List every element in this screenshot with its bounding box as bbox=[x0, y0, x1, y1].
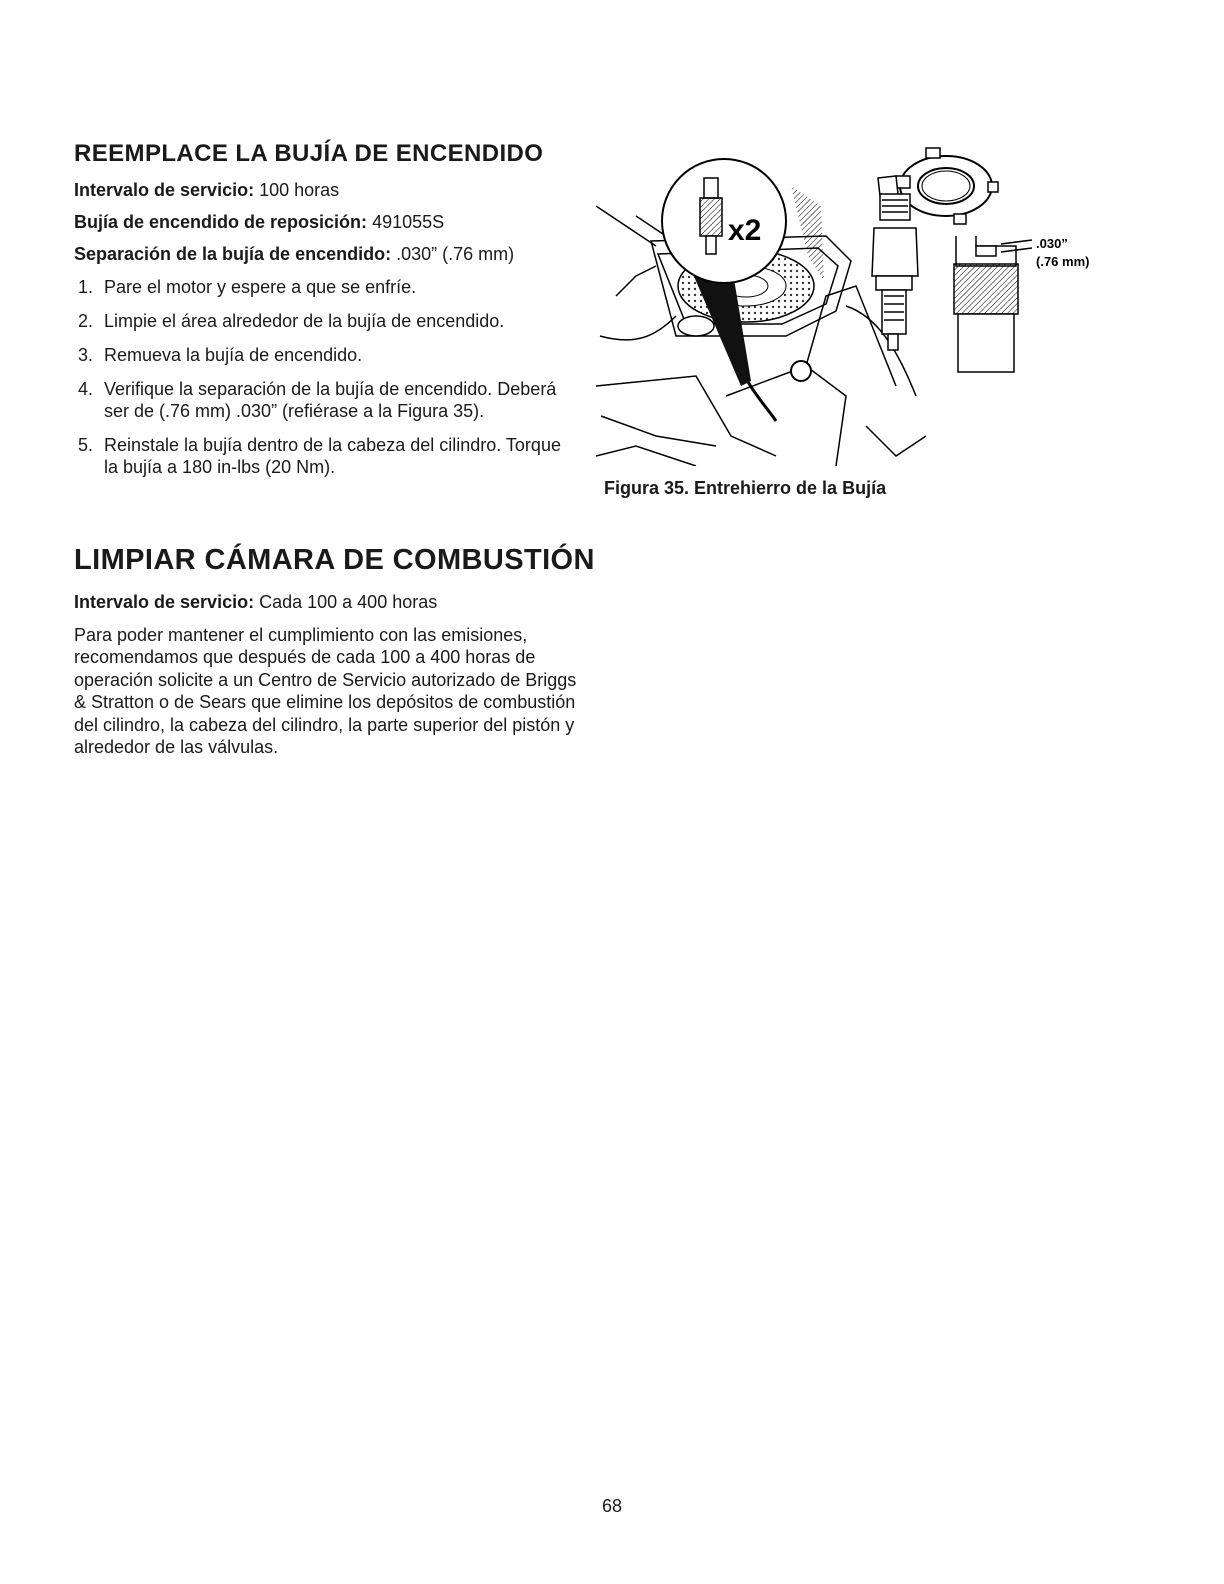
spark-plug-figure bbox=[596, 136, 1116, 466]
figure-caption: Figura 35. Entrehierro de la Bujía bbox=[604, 478, 887, 498]
combustion-paragraph: Para poder mantener el cumplimiento con las emisiones, recomendamos que después de cada 100 a 400 horas de operación solicite a un Centro de Servicio autorizado de Briggs & Stratton o de Sears que elimine los depósitos de combustión del cilindro, la cabeza del cilindro, la parte superior del pistón y alrededor de las válvulas. bbox=[74, 625, 577, 758]
plug-gap-line bbox=[74, 244, 514, 265]
combustion-interval-line bbox=[74, 592, 437, 613]
replacement-plug-label: Bujía de encendido de reposición: bbox=[74, 212, 368, 232]
section-title-combustion: LIMPIAR CÁMARA DE COMBUSTIÓN bbox=[74, 544, 595, 576]
section-title-spark-plug: REEMPLACE LA BUJÍA DE ENCENDIDO bbox=[74, 140, 544, 167]
step-text: Limpie el área alrededor de la bujía de encendido. bbox=[104, 311, 505, 331]
magnifier-callout bbox=[662, 159, 786, 283]
page-number: 68 bbox=[601, 1496, 623, 1516]
gap-label-inches: .030” bbox=[1036, 236, 1068, 251]
step-number: 5. bbox=[78, 435, 94, 455]
procedure-steps bbox=[74, 276, 574, 490]
step-number: 1. bbox=[78, 277, 94, 297]
spark-plug-illustration bbox=[596, 136, 1116, 466]
service-interval-line bbox=[74, 180, 339, 201]
step-item bbox=[74, 434, 574, 478]
step-number: 4. bbox=[78, 379, 94, 399]
step-number: 3. bbox=[78, 345, 94, 365]
step-text: Verifique la separación de la bujía de encendido. Deberá ser de (.76 mm) .030” (refiérase a la Figura 35). bbox=[104, 379, 557, 421]
quantity-badge: x2 bbox=[728, 214, 762, 247]
step-number: 2. bbox=[78, 311, 94, 331]
plug-boot bbox=[791, 361, 811, 381]
service-interval-value: 100 horas bbox=[259, 180, 340, 200]
replacement-plug-line bbox=[74, 212, 444, 233]
step-text: Pare el motor y espere a que se enfríe. bbox=[104, 277, 417, 297]
step-item bbox=[74, 276, 574, 298]
plug-gap-label: Separación de la bujía de encendido: bbox=[74, 244, 392, 264]
step-item bbox=[74, 344, 574, 366]
replacement-plug-value: 491055S bbox=[372, 212, 445, 232]
gap-detail-diagram bbox=[954, 236, 1032, 372]
step-text: Remueva la bujía de encendido. bbox=[104, 345, 363, 365]
combustion-interval-label: Intervalo de servicio: bbox=[74, 592, 255, 612]
step-text: Reinstale la bujía dentro de la cabeza del cilindro. Torque la bujía a 180 in-lbs (20 Nm). bbox=[104, 435, 561, 477]
service-interval-label: Intervalo de servicio: bbox=[74, 180, 255, 200]
step-item bbox=[74, 378, 574, 422]
gap-gauge-icon bbox=[896, 148, 998, 224]
oil-cap bbox=[678, 316, 714, 336]
combustion-interval-value: Cada 100 a 400 horas bbox=[259, 592, 438, 612]
plug-gap-value: .030” (.76 mm) bbox=[396, 244, 515, 264]
step-item bbox=[74, 310, 574, 332]
gap-label-mm: (.76 mm) bbox=[1036, 254, 1090, 269]
